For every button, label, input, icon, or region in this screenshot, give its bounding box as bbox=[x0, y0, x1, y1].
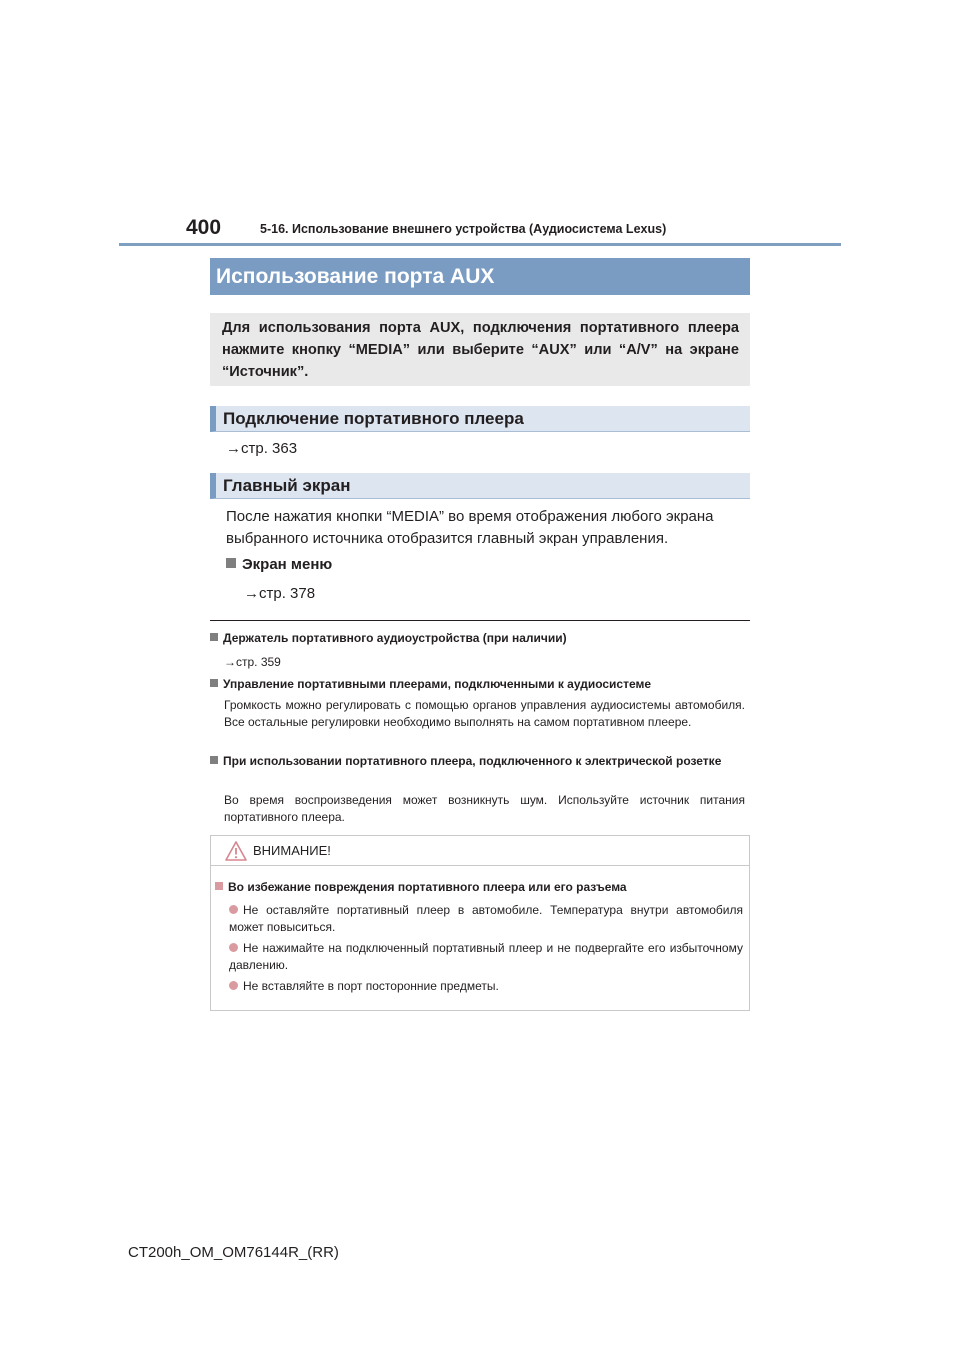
circle-bullet-icon bbox=[229, 981, 238, 990]
note-heading-holder bbox=[210, 631, 567, 645]
intro-text: Для использования порта AUX, подключения портативного плеера нажмите кнопку “MEDIA” или выберите “AUX” или “A/V” на экране “Источник”. bbox=[222, 320, 739, 380]
main-screen-text-line2: выбранного источника отобразится главный экран управления. bbox=[226, 530, 669, 547]
square-bullet-icon bbox=[215, 882, 223, 890]
caution-item bbox=[229, 940, 743, 974]
circle-bullet-icon bbox=[229, 943, 238, 952]
subheading-main-screen: Главный экран bbox=[210, 473, 750, 499]
warning-triangle-icon bbox=[225, 841, 247, 861]
subheading-connect-player: Подключение портативного плеера bbox=[210, 406, 750, 432]
note-heading-text: При использовании портативного плеера, подключенного к электрической розетке bbox=[223, 754, 722, 768]
menu-screen-heading-text: Экран меню bbox=[242, 556, 333, 573]
caution-item bbox=[229, 902, 743, 936]
note-heading-text: Управление портативными плеерами, подключенными к аудиосистеме bbox=[223, 677, 652, 691]
page-reference-text: стр. 363 bbox=[241, 440, 298, 457]
page-number: 400 bbox=[186, 216, 222, 239]
note-heading-text: Держатель портативного аудиоустройства (при наличии) bbox=[223, 631, 567, 645]
page-reference-378[interactable] bbox=[244, 585, 315, 602]
section-title: Использование порта AUX bbox=[210, 258, 750, 295]
header-divider bbox=[119, 243, 841, 246]
chapter-title: 5-16. Использование внешнего устройства (Аудиосистема Lexus) bbox=[260, 222, 667, 236]
arrow-right-icon: → bbox=[224, 655, 236, 669]
note-text-control: Громкость можно регулировать с помощью органов управления аудиосистемы автомобиля. Все остальные регулировки необходимо выполнять на самом портативном плеере. bbox=[224, 698, 745, 729]
menu-screen-heading bbox=[226, 556, 332, 573]
caution-box bbox=[210, 835, 750, 1011]
square-bullet-icon bbox=[210, 679, 218, 687]
note-ref-text: стр. 359 bbox=[236, 655, 281, 669]
document-code: CT200h_OM_OM76144R_(RR) bbox=[128, 1244, 339, 1261]
caution-item bbox=[229, 978, 743, 995]
arrow-right-icon: → bbox=[226, 440, 241, 457]
page-reference-text: стр. 378 bbox=[259, 585, 316, 602]
note-text-socket: Во время воспроизведения может возникнуть шум. Используйте источник питания портативного плеера. bbox=[224, 793, 745, 824]
caution-header bbox=[211, 836, 749, 866]
square-bullet-icon bbox=[210, 756, 218, 764]
caution-label: ВНИМАНИЕ! bbox=[253, 843, 331, 858]
caution-item-text: Не оставляйте портативный плеер в автомобиле. Температура внутри автомобиля может повыситься. bbox=[229, 903, 743, 934]
square-bullet-icon bbox=[226, 558, 236, 568]
note-ref-359[interactable] bbox=[224, 654, 281, 671]
intro-box bbox=[210, 313, 750, 386]
caution-item-text: Не нажимайте на подключенный портативный плеер и не подвергайте его избыточному давлению. bbox=[229, 941, 743, 972]
note-heading-control bbox=[210, 677, 651, 691]
square-bullet-icon bbox=[210, 633, 218, 641]
caution-heading bbox=[215, 880, 627, 894]
section-divider bbox=[210, 620, 750, 621]
caution-heading-text: Во избежание повреждения портативного плеера или его разъема bbox=[228, 880, 627, 894]
circle-bullet-icon bbox=[229, 905, 238, 914]
note-heading-socket bbox=[210, 753, 750, 770]
caution-item-text: Не вставляйте в порт посторонние предметы. bbox=[243, 979, 499, 993]
page-reference-363[interactable] bbox=[226, 440, 297, 457]
main-screen-text-line1: После нажатия кнопки “MEDIA” во время отображения любого экрана bbox=[226, 508, 714, 525]
arrow-right-icon: → bbox=[244, 585, 259, 602]
